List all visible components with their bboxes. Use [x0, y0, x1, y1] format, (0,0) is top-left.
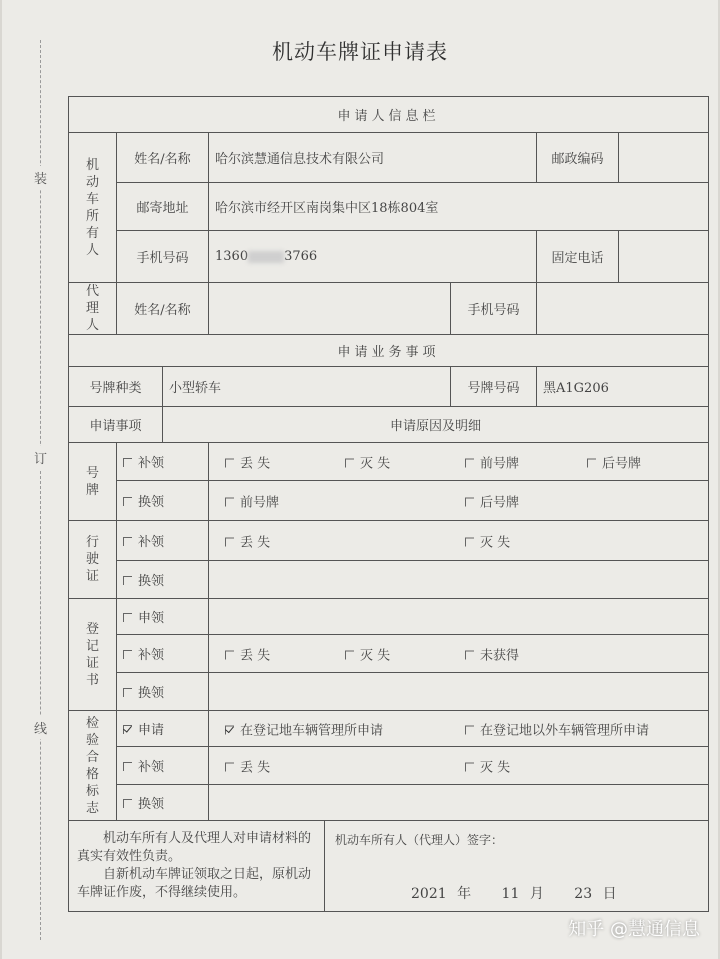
agent-phone-label: 手机号码 [451, 283, 537, 335]
declaration-note [69, 821, 325, 912]
certificate-apply-details [209, 599, 709, 635]
plate-exchange-details [209, 481, 709, 521]
application-form-table [68, 96, 709, 912]
checkbox-icon[interactable] [465, 650, 474, 659]
option-label: 丢 失 [240, 456, 271, 471]
option-label: 后号牌 [602, 456, 642, 471]
binding-char-1: 装 [34, 166, 47, 189]
date-month: 11 [501, 886, 520, 902]
license-lost-option[interactable] [225, 531, 270, 550]
section-applicant-info: 申请人信息栏 [69, 97, 709, 133]
section-business: 申请业务事项 [69, 335, 709, 367]
certificate-replace-details [209, 635, 709, 673]
agent-name-label: 姓名/名称 [117, 283, 209, 335]
date-month-unit: 月 [529, 886, 544, 902]
inspection-local-office-option[interactable] [225, 719, 383, 738]
license-exchange-details [209, 561, 709, 599]
checkbox-icon[interactable] [225, 650, 234, 659]
option-label: 补领 [138, 760, 165, 775]
phone-prefix: 1360 [215, 249, 249, 264]
license-replace-details [209, 521, 709, 561]
plate-exchange-option[interactable] [117, 481, 209, 521]
owner-name-field[interactable]: 哈尔滨慧通信息技术有限公司 [209, 133, 537, 183]
inspection-other-office-option[interactable] [465, 719, 649, 738]
checkbox-icon[interactable] [225, 762, 234, 771]
plate-number-field[interactable]: 黑A1G206 [537, 367, 709, 407]
checkbox-icon[interactable] [225, 497, 234, 506]
option-label: 换领 [138, 574, 165, 589]
declaration-line-2: 自新机动车牌证领取之日起，原机动车牌证作废，不得继续使用。 [77, 867, 312, 900]
certificate-destroyed-option[interactable] [345, 644, 390, 663]
checkbox-checked-icon[interactable] [123, 725, 132, 734]
phone-redaction [248, 251, 284, 263]
signature-date [411, 883, 617, 903]
date-year: 2021 [411, 886, 447, 902]
certificate-apply-option[interactable] [117, 599, 209, 635]
option-label: 换领 [138, 495, 165, 510]
inspection-lost-option[interactable] [225, 756, 270, 775]
signature-label: 机动车所有人（代理人）签字： [335, 833, 504, 847]
form-title: 机动车牌证申请表 [272, 40, 448, 64]
declaration-line-1: 机动车所有人及代理人对申请材料的真实有效性负责。 [77, 831, 312, 864]
plate-replace-option[interactable] [117, 443, 209, 481]
checkbox-icon[interactable] [123, 650, 132, 659]
plate-group-label: 号牌 [69, 443, 117, 521]
phone-label: 手机号码 [117, 231, 209, 283]
option-label: 前号牌 [240, 495, 280, 510]
option-label: 灭 失 [480, 760, 511, 775]
option-label: 申请 [138, 723, 165, 738]
agent-group-label: 代理人 [69, 283, 117, 335]
checkbox-icon[interactable] [225, 458, 234, 467]
checkbox-icon[interactable] [465, 497, 474, 506]
plate-lost-option[interactable] [225, 452, 270, 471]
address-label: 邮寄地址 [117, 183, 209, 231]
owner-name-label: 姓名/名称 [117, 133, 209, 183]
inspection-exchange-option[interactable] [117, 785, 209, 821]
license-replace-option[interactable] [117, 521, 209, 561]
checkbox-icon[interactable] [123, 497, 132, 506]
checkbox-icon[interactable] [123, 799, 132, 808]
checkbox-icon[interactable] [123, 576, 132, 585]
certificate-group-label: 登记证书 [69, 599, 117, 711]
date-day-unit: 日 [602, 886, 617, 902]
license-destroyed-option[interactable] [465, 531, 510, 550]
address-field[interactable]: 哈尔滨市经开区南岗集中区18栋804室 [209, 183, 709, 231]
checkbox-icon[interactable] [345, 458, 354, 467]
signature-cell[interactable] [325, 821, 709, 912]
checkbox-icon[interactable] [465, 537, 474, 546]
paper-sheet [2, 0, 718, 959]
agent-name-field[interactable] [209, 283, 451, 335]
option-label: 换领 [138, 686, 165, 701]
option-label: 补领 [138, 456, 165, 471]
binding-margin [2, 0, 64, 959]
option-label: 前号牌 [480, 456, 520, 471]
plate-front-option[interactable] [465, 452, 519, 471]
plate-destroyed-option[interactable] [345, 452, 390, 471]
plate-replace-details [209, 443, 709, 481]
certificate-exchange-option[interactable] [117, 673, 209, 711]
checkbox-icon[interactable] [465, 458, 474, 467]
agent-phone-field[interactable] [537, 283, 709, 335]
option-label: 丢 失 [240, 648, 271, 663]
inspection-exchange-details [209, 785, 709, 821]
checkbox-icon[interactable] [123, 688, 132, 697]
checkbox-icon[interactable] [587, 458, 596, 467]
license-exchange-option[interactable] [117, 561, 209, 599]
binding-char-3: 线 [34, 716, 47, 739]
reason-label: 申请原因及明细 [163, 407, 709, 443]
option-label: 申领 [138, 611, 165, 626]
option-label: 灭 失 [480, 535, 511, 550]
plate-type-field[interactable]: 小型轿车 [163, 367, 451, 407]
postcode-field[interactable] [619, 133, 709, 183]
certificate-lost-option[interactable] [225, 644, 270, 663]
option-label: 灭 失 [360, 648, 391, 663]
checkbox-icon[interactable] [123, 458, 132, 467]
fixed-phone-field[interactable] [619, 231, 709, 283]
checkbox-icon[interactable] [345, 650, 354, 659]
option-label: 在登记地车辆管理所申请 [240, 723, 384, 738]
inspection-replace-option[interactable] [117, 747, 209, 785]
plate-type-label: 号牌种类 [69, 367, 163, 407]
inspection-request-option[interactable] [117, 711, 209, 747]
option-label: 在登记地以外车辆管理所申请 [480, 723, 650, 738]
postcode-label: 邮政编码 [537, 133, 619, 183]
binding-char-2: 订 [34, 446, 47, 469]
option-label: 未获得 [480, 648, 520, 663]
matters-label: 申请事项 [69, 407, 163, 443]
checkbox-checked-icon[interactable] [225, 725, 234, 734]
license-group-label: 行驶证 [69, 521, 117, 599]
phone-suffix: 3766 [284, 249, 318, 264]
plate-exchange-rear-option[interactable] [465, 491, 519, 510]
plate-number-label: 号牌号码 [451, 367, 537, 407]
plate-rear-option[interactable] [587, 452, 641, 471]
inspection-destroyed-option[interactable] [465, 756, 510, 775]
fixed-phone-label: 固定电话 [537, 231, 619, 283]
phone-field[interactable] [209, 231, 537, 283]
option-label: 后号牌 [480, 495, 520, 510]
checkbox-icon[interactable] [123, 762, 132, 771]
option-label: 灭 失 [360, 456, 391, 471]
option-label: 丢 失 [240, 535, 271, 550]
checkbox-icon[interactable] [123, 613, 132, 622]
inspection-request-details [209, 711, 709, 747]
date-year-unit: 年 [457, 886, 472, 902]
option-label: 补领 [138, 648, 165, 663]
certificate-replace-option[interactable] [117, 635, 209, 673]
watermark: 知乎 @慧通信息 [568, 919, 700, 940]
checkbox-icon[interactable] [225, 537, 234, 546]
certificate-exchange-details [209, 673, 709, 711]
owner-group-label: 机动车所有人 [69, 133, 117, 283]
inspection-group-label: 检验合格标志 [69, 711, 117, 821]
checkbox-icon[interactable] [123, 537, 132, 546]
option-label: 丢 失 [240, 760, 271, 775]
certificate-not-obtained-option[interactable] [465, 644, 519, 663]
checkbox-icon[interactable] [465, 762, 474, 771]
checkbox-icon[interactable] [465, 725, 474, 734]
option-label: 换领 [138, 797, 165, 812]
date-day: 23 [574, 886, 593, 902]
option-label: 补领 [138, 535, 165, 550]
inspection-replace-details [209, 747, 709, 785]
plate-exchange-front-option[interactable] [225, 491, 279, 510]
